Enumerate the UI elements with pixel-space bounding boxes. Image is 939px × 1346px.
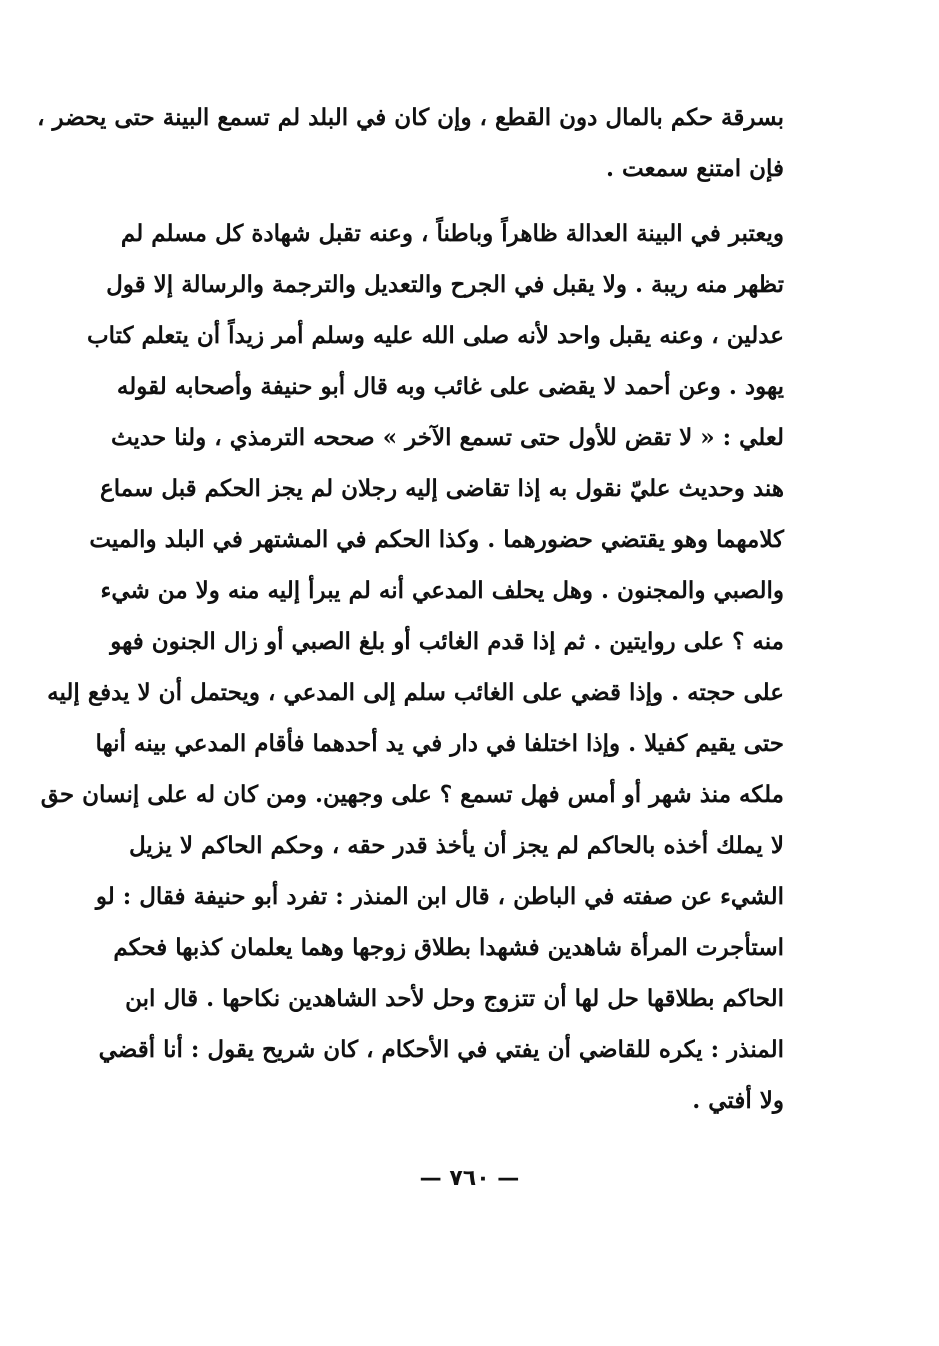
text-line: كلامهما وهو يقتضي حضورهما . وكذا الحكم في المشتهر في البلد والميت [89, 526, 784, 553]
text-line: على حجته . وإذا قضي على الغائب سلم إلى المدعي ، ويحتمل أن لا يدفع إليه [47, 679, 784, 706]
text-line: عدلين ، وعنه يقبل واحد لأنه صلى الله عليه وسلم أمر زيداً أن يتعلم كتاب [86, 322, 784, 349]
text-line: يهود . وعن أحمد لا يقضى على غائب وبه قال أبو حنيفة وأصحابه لقوله [116, 373, 784, 400]
text-line: والصبي والمجنون . وهل يحلف المدعي أنه لم يبرأ إليه منه ولا من شيء [100, 577, 784, 604]
text-line: الحاكم بطلاقها حل لها أن تتزوج وحل لأحد الشاهدين نكاحها . قال ابن [125, 985, 784, 1012]
paragraph-1 [37, 92, 784, 194]
text-line: تظهر منه ريبة . ولا يقبل في الجرح والتعديل والترجمة والرسالة إلا قول [106, 271, 784, 298]
text-line: ويعتبر في البينة العدالة ظاهراً وباطناً ، وعنه تقبل شهادة كل مسلم لم [120, 220, 784, 247]
text-line: ولا أفتي . [692, 1087, 784, 1114]
paragraph-2 [40, 208, 784, 1126]
text-line: حتى يقيم كفيلا . وإذا اختلفا في دار في يد أحدهما فأقام المدعي بينه أنها [95, 730, 784, 757]
text-line: لعلي : « لا تقض للأول حتى تسمع الآخر » صححه الترمذي ، ولنا حديث [110, 424, 784, 451]
text-line: بسرقة حكم بالمال دون القطع ، وإن كان في البلد لم تسمع البينة حتى يحضر ، [37, 104, 784, 131]
text-line: منه ؟ على روايتين . ثم إذا قدم الغائب أو بلغ الصبي أو زال الجنون فهو [110, 628, 784, 655]
text-line: الشيء عن صفته في الباطن ، قال ابن المنذر : تفرد أبو حنيفة فقال : لو [95, 883, 784, 910]
text-line: هند وحديث عليّ نقول به إذا تقاضى إليه رجلان لم يجز الحكم قبل سماع [99, 475, 784, 502]
text-line: المنذر : يكره للقاضي أن يفتي في الأحكام ، كان شريح يقول : أنا أقضي [98, 1036, 784, 1063]
text-line: ملكه منذ شهر أو أمس فهل تسمع ؟ على وجهين. ومن كان له على إنسان حق [40, 781, 784, 808]
page-number: — ٧٦٠ — [419, 1166, 520, 1191]
text-line: فإن امتنع سمعت . [605, 155, 784, 182]
text-line: استأجرت المرأة شاهدين فشهدا بطلاق زوجها وهما يعلمان كذبها فحكم [113, 934, 784, 961]
text-line: لا يملك أخذه بالحاكم لم يجز أن يأخذ قدر حقه ، وحكم الحاكم لا يزيل [128, 832, 784, 859]
